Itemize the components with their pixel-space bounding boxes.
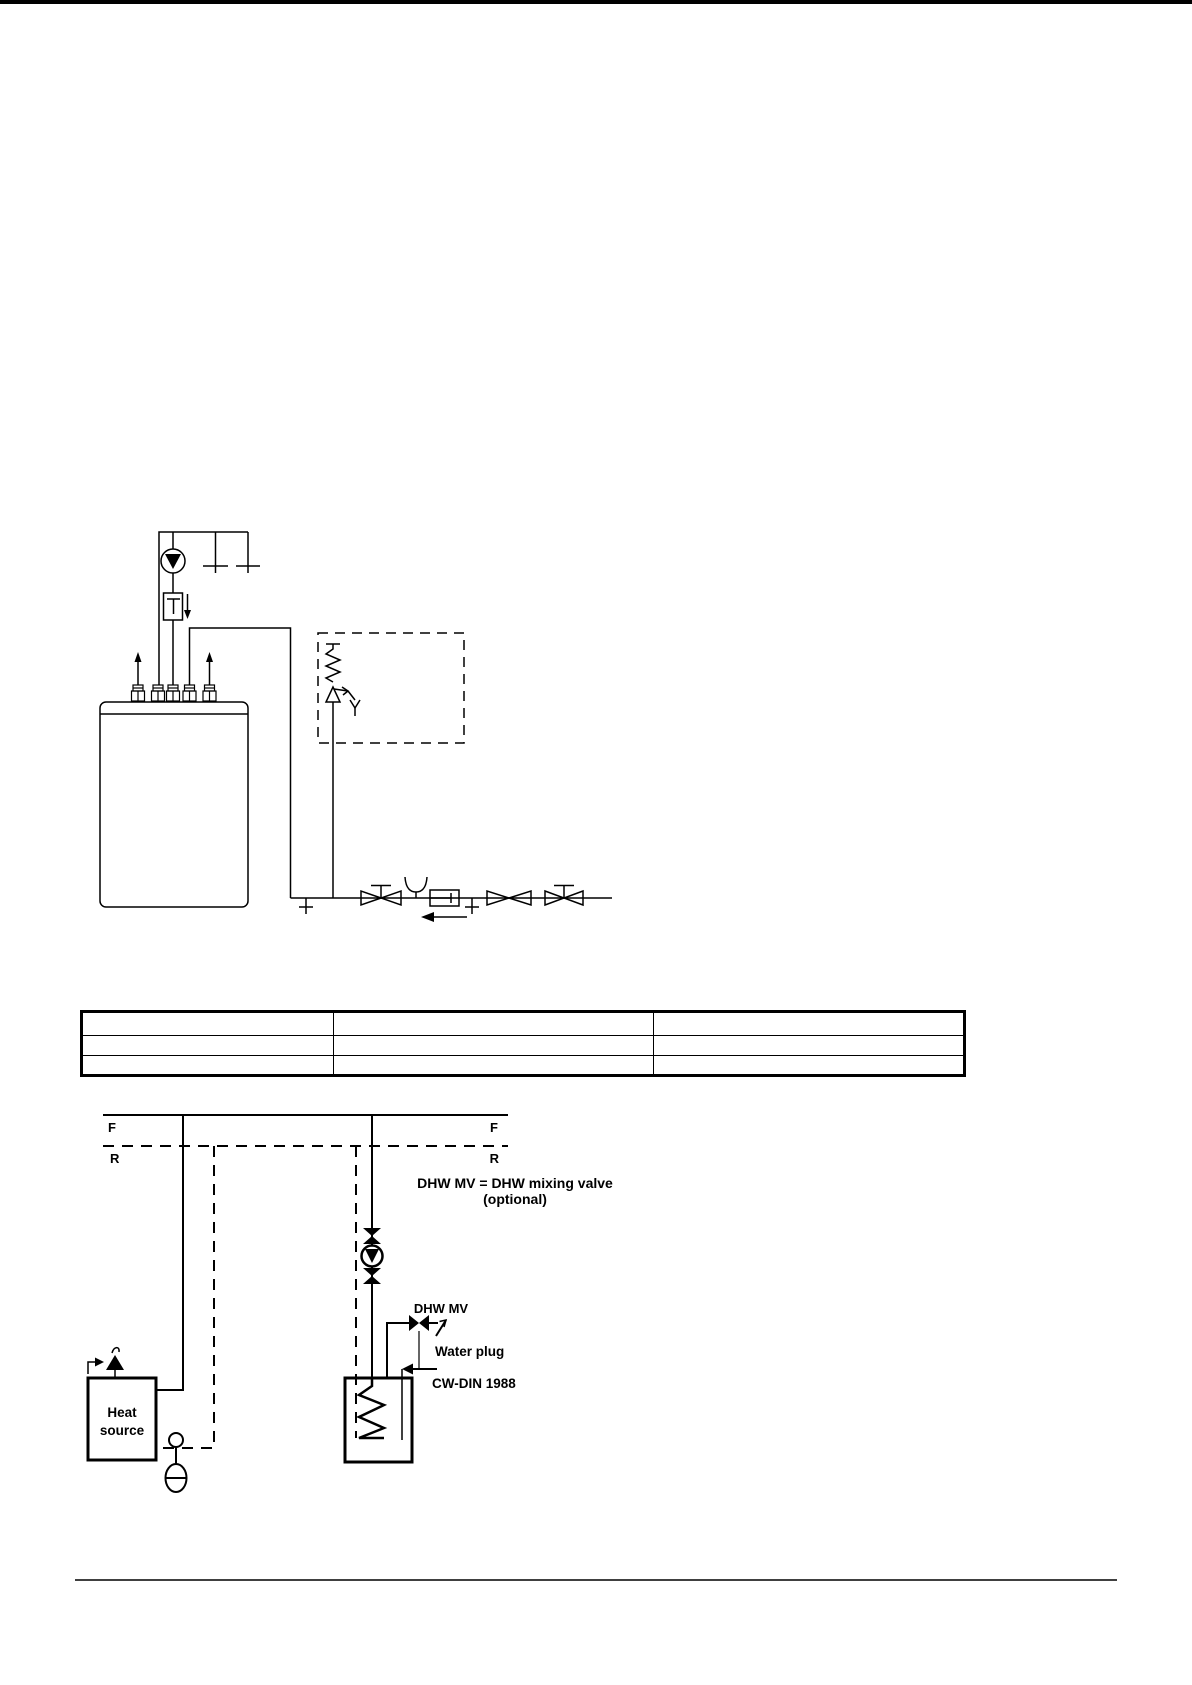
flow-arrow-down-icon <box>184 594 191 619</box>
nozzle-icon <box>203 685 216 701</box>
table-row <box>82 1036 965 1056</box>
flow-line <box>103 1115 508 1137</box>
mixing-valve-label: DHW MV <box>413 1301 469 1316</box>
nozzle-icon <box>167 685 180 701</box>
table-cell <box>334 1012 654 1036</box>
thermometer-icon <box>164 593 183 620</box>
empty-table <box>80 1010 966 1077</box>
nozzle-icon <box>183 685 196 701</box>
cold-water-pipework <box>291 877 613 922</box>
capped-connection-icon <box>203 532 228 573</box>
flow-label-left: F <box>108 1120 116 1135</box>
shutoff-valve-icon <box>363 1228 381 1244</box>
dhw-mixing-valve-icon <box>409 1315 429 1369</box>
flow-arrow-left-icon <box>421 912 467 922</box>
drain-icon <box>299 898 313 914</box>
return-label-left: R <box>110 1151 120 1166</box>
table-cell <box>654 1012 965 1036</box>
nozzle-icon <box>152 685 165 701</box>
heat-source-safety-valve-icon <box>88 1348 124 1378</box>
tundish-y-icon <box>350 700 360 716</box>
table-cell <box>82 1036 334 1056</box>
heat-source-label-line2: source <box>99 1423 145 1438</box>
cold-water-drop-pipe <box>190 628 291 898</box>
return-label-right: R <box>489 1151 499 1166</box>
empty-table-body <box>82 1012 965 1076</box>
table-row <box>82 1056 965 1076</box>
flow-label-right: F <box>490 1120 498 1135</box>
table-cell <box>654 1036 965 1056</box>
cold-water-label: CW-DIN 1988 <box>432 1376 516 1391</box>
heating-coil-icon <box>359 1378 384 1438</box>
mixing-valve-note-line1: DHW MV = DHW mixing valve <box>417 1175 613 1191</box>
drain-icon <box>465 898 479 914</box>
shutoff-valve-icon <box>545 886 583 906</box>
table-cell <box>334 1036 654 1056</box>
heat-source-flow-pipe <box>156 1135 183 1390</box>
table-cell <box>82 1056 334 1076</box>
tundish-icon <box>405 877 427 898</box>
heat-source-return-pipe <box>158 1146 214 1448</box>
page-top-border <box>0 0 1192 4</box>
table-cell <box>654 1056 965 1076</box>
table-row <box>82 1012 965 1036</box>
pump-icon <box>161 549 185 573</box>
optional-dashed-box <box>318 633 464 743</box>
safety-valve-icon <box>326 644 360 898</box>
tank-nozzles <box>132 685 217 701</box>
mixing-valve-note-line2: (optional) <box>483 1191 547 1207</box>
expansion-vessel-icon <box>166 1433 187 1492</box>
water-plug-label: Water plug <box>435 1344 505 1359</box>
table-cell <box>334 1056 654 1076</box>
capped-connection-icon <box>236 532 260 573</box>
lower-diagram <box>88 1115 613 1492</box>
nozzle-icon <box>132 685 145 701</box>
pump-icon <box>362 1246 383 1267</box>
heat-source-label-line1: Heat <box>107 1405 137 1420</box>
pump-group <box>362 1228 383 1284</box>
vent-arrow-icon <box>206 652 213 685</box>
table-cell <box>82 1012 334 1036</box>
storage-tank <box>100 702 248 907</box>
shutoff-valve-icon <box>363 1268 381 1284</box>
shutoff-valve-icon <box>361 886 401 906</box>
vent-arrow-icon <box>135 652 142 685</box>
upper-diagram <box>100 532 612 922</box>
